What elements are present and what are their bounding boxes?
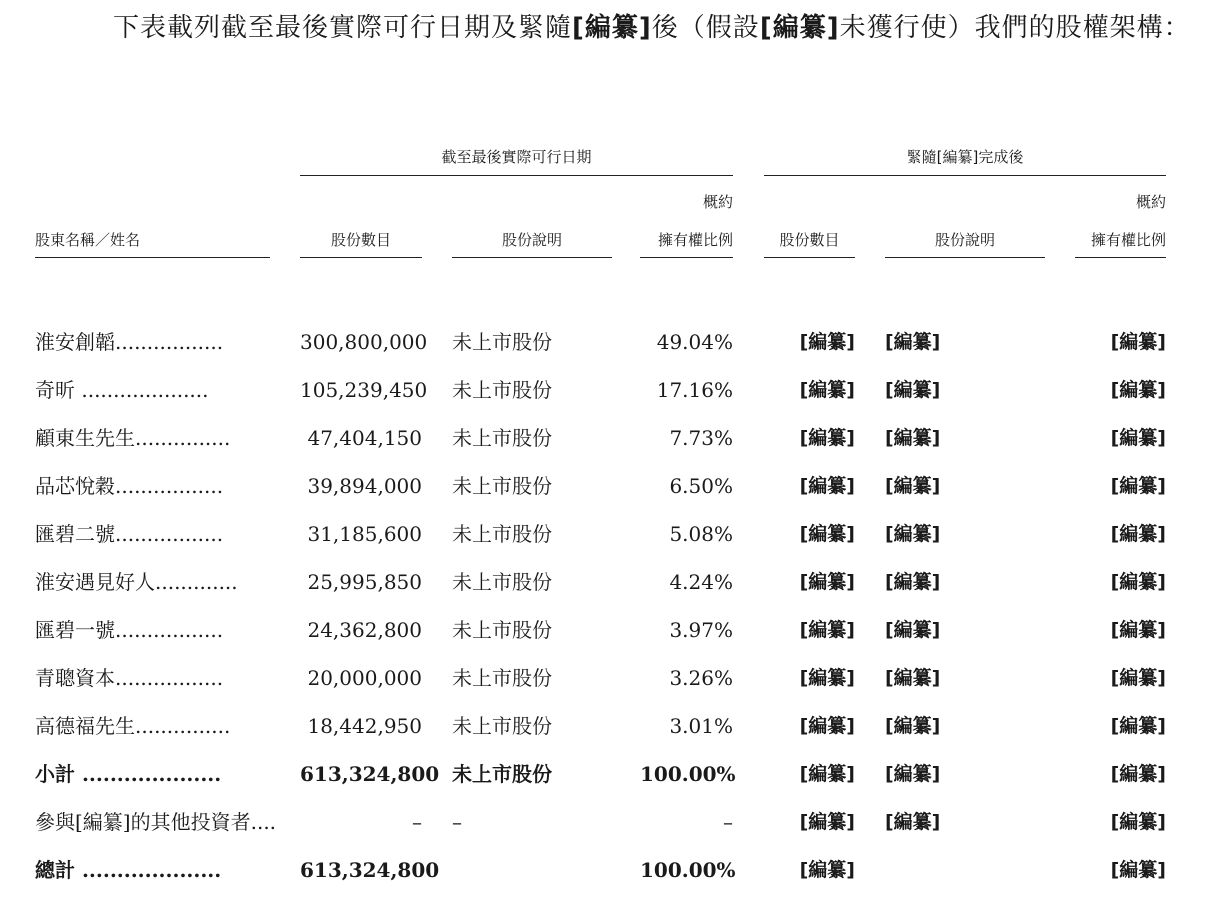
after-shares-description: [編纂] [885,763,941,785]
shares-description [452,855,612,885]
after-shares-count: [編纂] [799,571,855,593]
col-rule-name [35,257,270,258]
shares-description: 未上市股份 [452,330,552,354]
table-row [0,615,1230,663]
after-shares-description: [編纂] [885,427,941,449]
col-header-desc: 股份說明 [501,231,562,249]
group-header-after: 緊隨[編纂]完成後 [906,148,1024,166]
after-shares-description: [編纂] [885,523,941,545]
shares-description: 未上市股份 [452,618,552,642]
shares-count: 25,995,850 [307,570,422,594]
ownership-pct: 49.04% [656,330,733,354]
shares-description: 未上市股份 [452,474,552,498]
after-shares-description: [編纂] [885,667,941,689]
after-ownership-pct: [編纂] [1110,571,1166,593]
ownership-pct: 6.50% [669,474,733,498]
shares-description: 未上市股份 [452,426,552,450]
shareholder-name: 高德福先生............... [35,714,231,738]
shareholder-name: 青聰資本................. [35,666,224,690]
after-ownership-pct: [編纂] [1110,763,1166,785]
redacted-marker: [編纂] [572,13,652,43]
ownership-pct: 17.16% [656,378,733,402]
shares-count: 24,362,800 [307,618,422,642]
after-shares-count: [編纂] [799,619,855,641]
after-shares-description: [編纂] [885,571,941,593]
after-ownership-pct: [編纂] [1110,331,1166,353]
ownership-pct: – [723,810,733,834]
table-row [0,855,1230,903]
shareholder-name: 匯碧二號................. [35,522,224,546]
table-row [0,807,1230,855]
col-header-after-shares: 股份數目 [779,231,840,249]
intro-part-2: 後（假設 [651,13,760,43]
intro-part-3: 未獲行使）我們的股權架構： [839,13,1191,43]
shares-count: – [412,810,422,834]
table-row [0,375,1230,423]
after-ownership-pct: [編纂] [1110,475,1166,497]
shares-count: 613,324,800 [300,858,440,882]
ownership-pct: 3.26% [669,666,733,690]
table-row [0,519,1230,567]
table-row [0,759,1230,807]
col-rule-pct [640,257,733,258]
col-rule-desc [452,257,612,258]
col-header-after-desc: 股份說明 [934,231,995,249]
after-shares-count: [編纂] [799,715,855,737]
after-shares-count: [編纂] [799,427,855,449]
after-shares-count: [編纂] [799,523,855,545]
ownership-pct: 3.97% [669,618,733,642]
after-shares-count: [編纂] [799,379,855,401]
shares-description: 未上市股份 [452,522,552,546]
shareholder-name: 顧東生先生............... [35,426,231,450]
shares-count: 47,404,150 [307,426,422,450]
after-shares-description: [編纂] [885,331,941,353]
intro-paragraph [35,4,1195,52]
after-shares-count: [編纂] [799,763,855,785]
col-rule-after-pct [1075,257,1166,258]
after-ownership-pct: [編纂] [1110,811,1166,833]
group-header-before-rule [300,175,733,176]
shareholder-name: 淮安創韜................. [35,330,224,354]
after-ownership-pct: [編纂] [1110,667,1166,689]
table-row [0,327,1230,375]
ownership-pct: 4.24% [669,570,733,594]
col-header-after-pct-line1: 概約 [1135,193,1166,211]
shares-description: 未上市股份 [452,666,552,690]
redacted-marker: [編纂] [759,13,840,43]
after-ownership-pct: [編纂] [1110,379,1166,401]
shareholder-name: 小計 .................... [35,762,222,786]
table-row [0,711,1230,759]
after-shares-description: [編纂] [885,475,941,497]
after-shares-description: [編纂] [885,715,941,737]
ownership-pct: 3.01% [669,714,733,738]
after-ownership-pct: [編纂] [1110,619,1166,641]
after-ownership-pct: [編纂] [1110,859,1166,881]
shareholder-name: 參與[編纂]的其他投資者.... [35,810,277,834]
shareholder-name: 淮安遇見好人............. [35,570,238,594]
col-rule-after-desc [885,257,1045,258]
after-ownership-pct: [編纂] [1110,523,1166,545]
shareholder-name: 匯碧一號................. [35,618,224,642]
ownership-pct: 5.08% [669,522,733,546]
shares-count: 31,185,600 [307,522,422,546]
table-row [0,567,1230,615]
after-shares-description: [編纂] [885,811,941,833]
after-shares-description: [編纂] [885,619,941,641]
shares-count: 20,000,000 [307,666,422,690]
col-header-pct-line1: 概約 [702,193,733,211]
col-header-pct-line2: 擁有權比例 [657,231,733,249]
shares-description: – [452,810,462,834]
col-header-after-pct-line2: 擁有權比例 [1090,231,1166,249]
table-row [0,471,1230,519]
shareholder-name: 奇昕 .................... [35,378,209,402]
table-row [0,663,1230,711]
shares-count: 300,800,000 [300,330,428,354]
shareholder-name: 總計 .................... [35,858,222,882]
shares-count: 18,442,950 [307,714,422,738]
shares-count: 105,239,450 [300,378,428,402]
shares-description: 未上市股份 [452,378,552,402]
col-header-name: 股東名稱／姓名 [35,231,141,249]
group-header-before: 截至最後實際可行日期 [441,148,592,166]
group-header-after-rule [764,175,1166,176]
shares-description: 未上市股份 [452,714,552,738]
shares-description: 未上市股份 [452,762,552,786]
after-shares-description [885,855,1045,885]
shares-count: 39,894,000 [307,474,422,498]
after-shares-count: [編纂] [799,331,855,353]
after-shares-count: [編纂] [799,667,855,689]
after-shares-count: [編纂] [799,811,855,833]
intro-part-1: 下表載列截至最後實際可行日期及緊隨 [113,13,573,43]
ownership-pct: 100.00% [640,762,736,786]
shares-count: 613,324,800 [300,762,440,786]
col-rule-shares [300,257,422,258]
after-ownership-pct: [編纂] [1110,715,1166,737]
shares-description: 未上市股份 [452,570,552,594]
shareholder-name: 品芯悅穀................. [35,474,224,498]
col-rule-after-shares [764,257,855,258]
ownership-pct: 7.73% [669,426,733,450]
table-row [0,423,1230,471]
ownership-pct: 100.00% [640,858,736,882]
after-shares-description: [編纂] [885,379,941,401]
after-shares-count: [編纂] [799,475,855,497]
after-ownership-pct: [編纂] [1110,427,1166,449]
col-header-shares: 股份數目 [330,231,391,249]
after-shares-count: [編纂] [799,859,855,881]
